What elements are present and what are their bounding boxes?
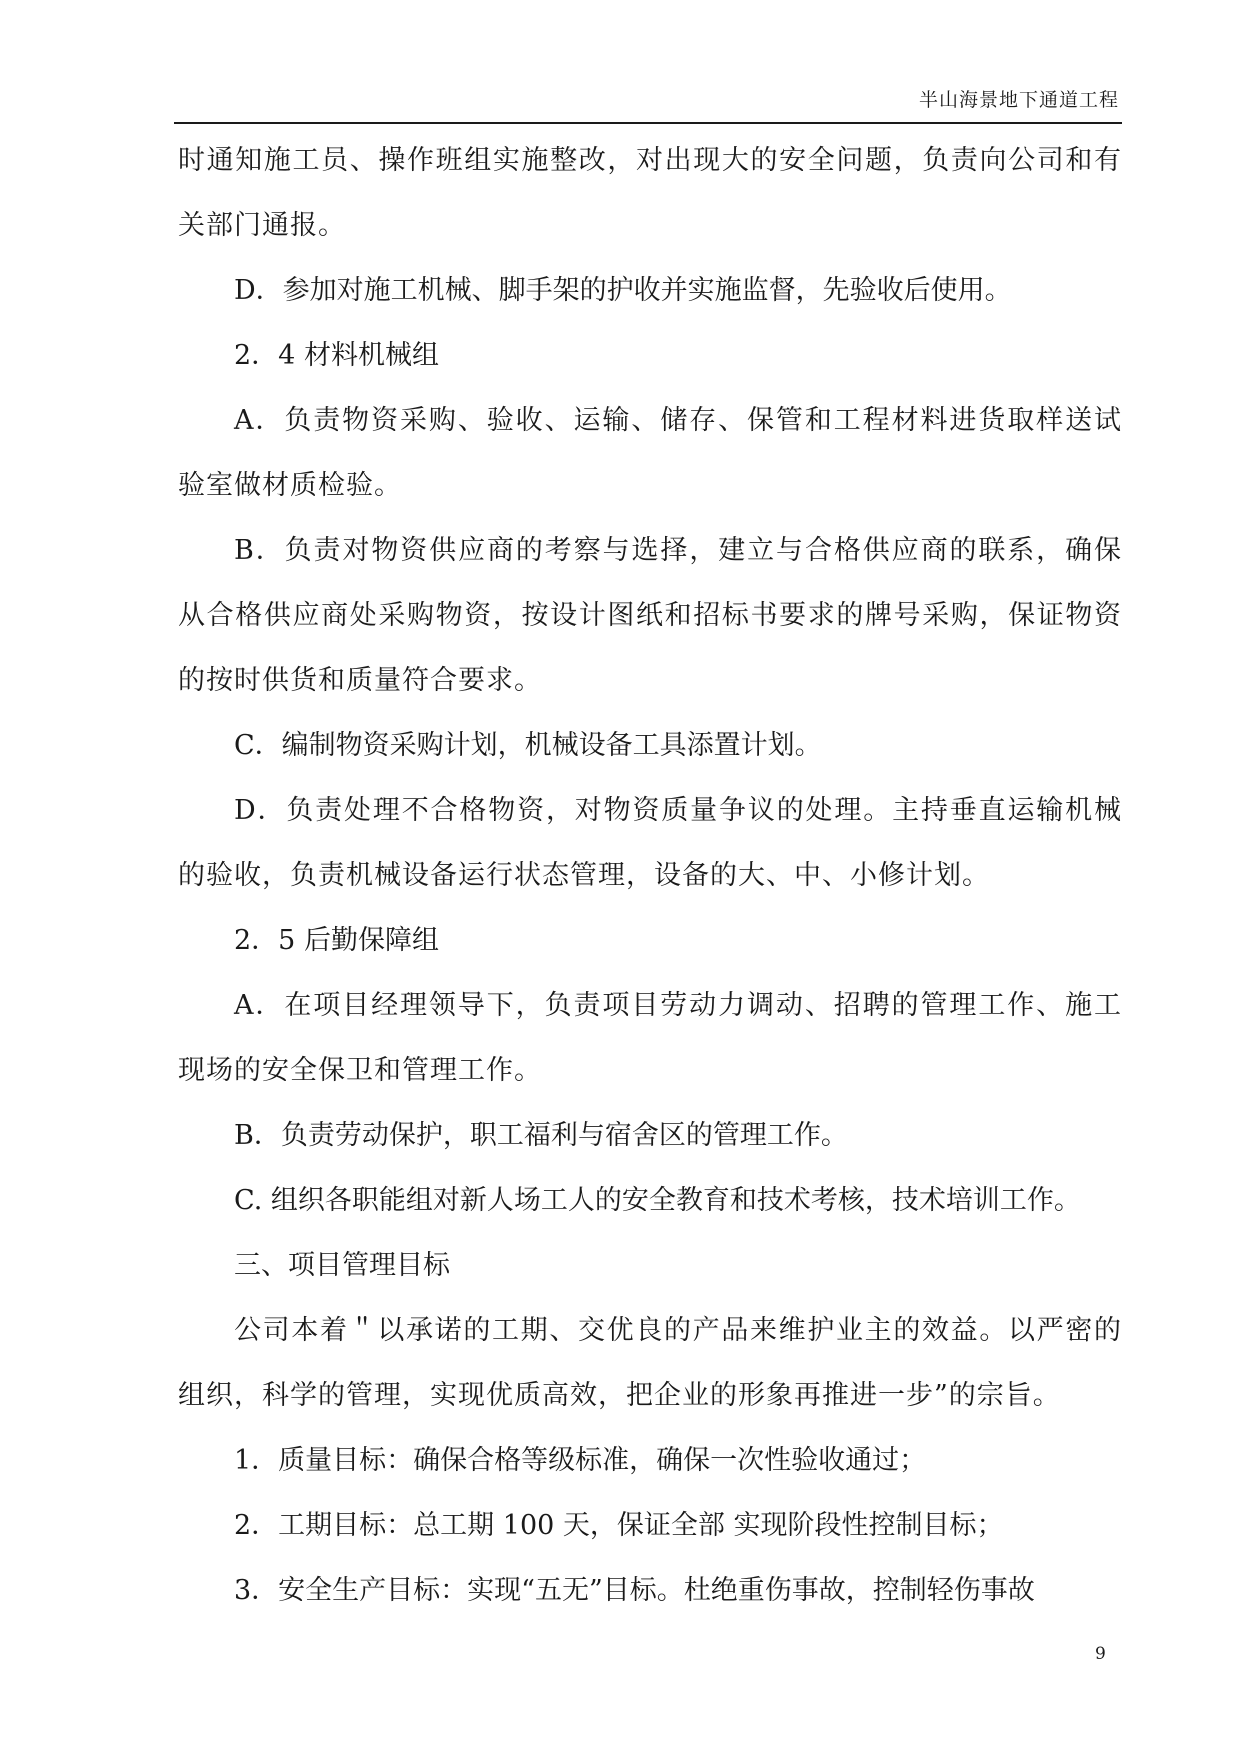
paragraph: A．负责物资采购、验收、运输、储存、保管和工程材料进货取样送试验室做材质检验。: [178, 405, 1122, 501]
paragraph: D．负责处理不合格物资，对物资质量争议的处理。主持垂直运输机械的验收，负责机械设备运行状态管理，设备的大、中、小修计划。: [178, 795, 1122, 891]
paragraph: C. 组织各职能组对新人场工人的安全教育和技术考核，技术培训工作。: [234, 1185, 1081, 1216]
list-item: 3．安全生产目标：实现“五无”目标。杜绝重伤事故，控制轻伤事故: [234, 1575, 1035, 1606]
paragraph: B．负责劳动保护，职工福利与宿舍区的管理工作。: [234, 1120, 848, 1151]
section-heading: 2．4 材料机械组: [234, 340, 439, 371]
list-item: 1．质量目标：确保合格等级标准，确保一次性验收通过；: [234, 1445, 927, 1476]
section-heading: 三、项目管理目标: [234, 1250, 450, 1281]
header-rule: [174, 122, 1122, 124]
paragraph-continuation: 时通知施工员、操作班组实施整改，对出现大的安全问题，负责向公司和有关部门通报。: [178, 145, 1122, 241]
list-item: 2．工期目标：总工期 100 天，保证全部 实现阶段性控制目标；: [234, 1510, 1004, 1541]
paragraph: A．在项目经理领导下，负责项目劳动力调动、招聘的管理工作、施工现场的安全保卫和管理工作。: [178, 990, 1122, 1086]
paragraph: 公司本着＂以承诺的工期、交优良的产品来维护业主的效益。以严密的组织，科学的管理，实现优质高效，把企业的形象再推进一步”的宗旨。: [178, 1315, 1122, 1411]
document-body: [178, 128, 1122, 1623]
paragraph: D．参加对施工机械、脚手架的护收并实施监督，先验收后使用。: [234, 275, 1012, 306]
page-number: 9: [1095, 1644, 1106, 1664]
paragraph: C．编制物资采购计划，机械设备工具添置计划。: [234, 730, 822, 761]
paragraph: B．负责对物资供应商的考察与选择，建立与合格供应商的联系，确保从合格供应商处采购物资，按设计图纸和招标书要求的牌号采购，保证物资的按时供货和质量符合要求。: [178, 535, 1122, 696]
running-header: 半山海景地下通道工程: [918, 89, 1119, 111]
section-heading: 2．5 后勤保障组: [234, 925, 439, 956]
